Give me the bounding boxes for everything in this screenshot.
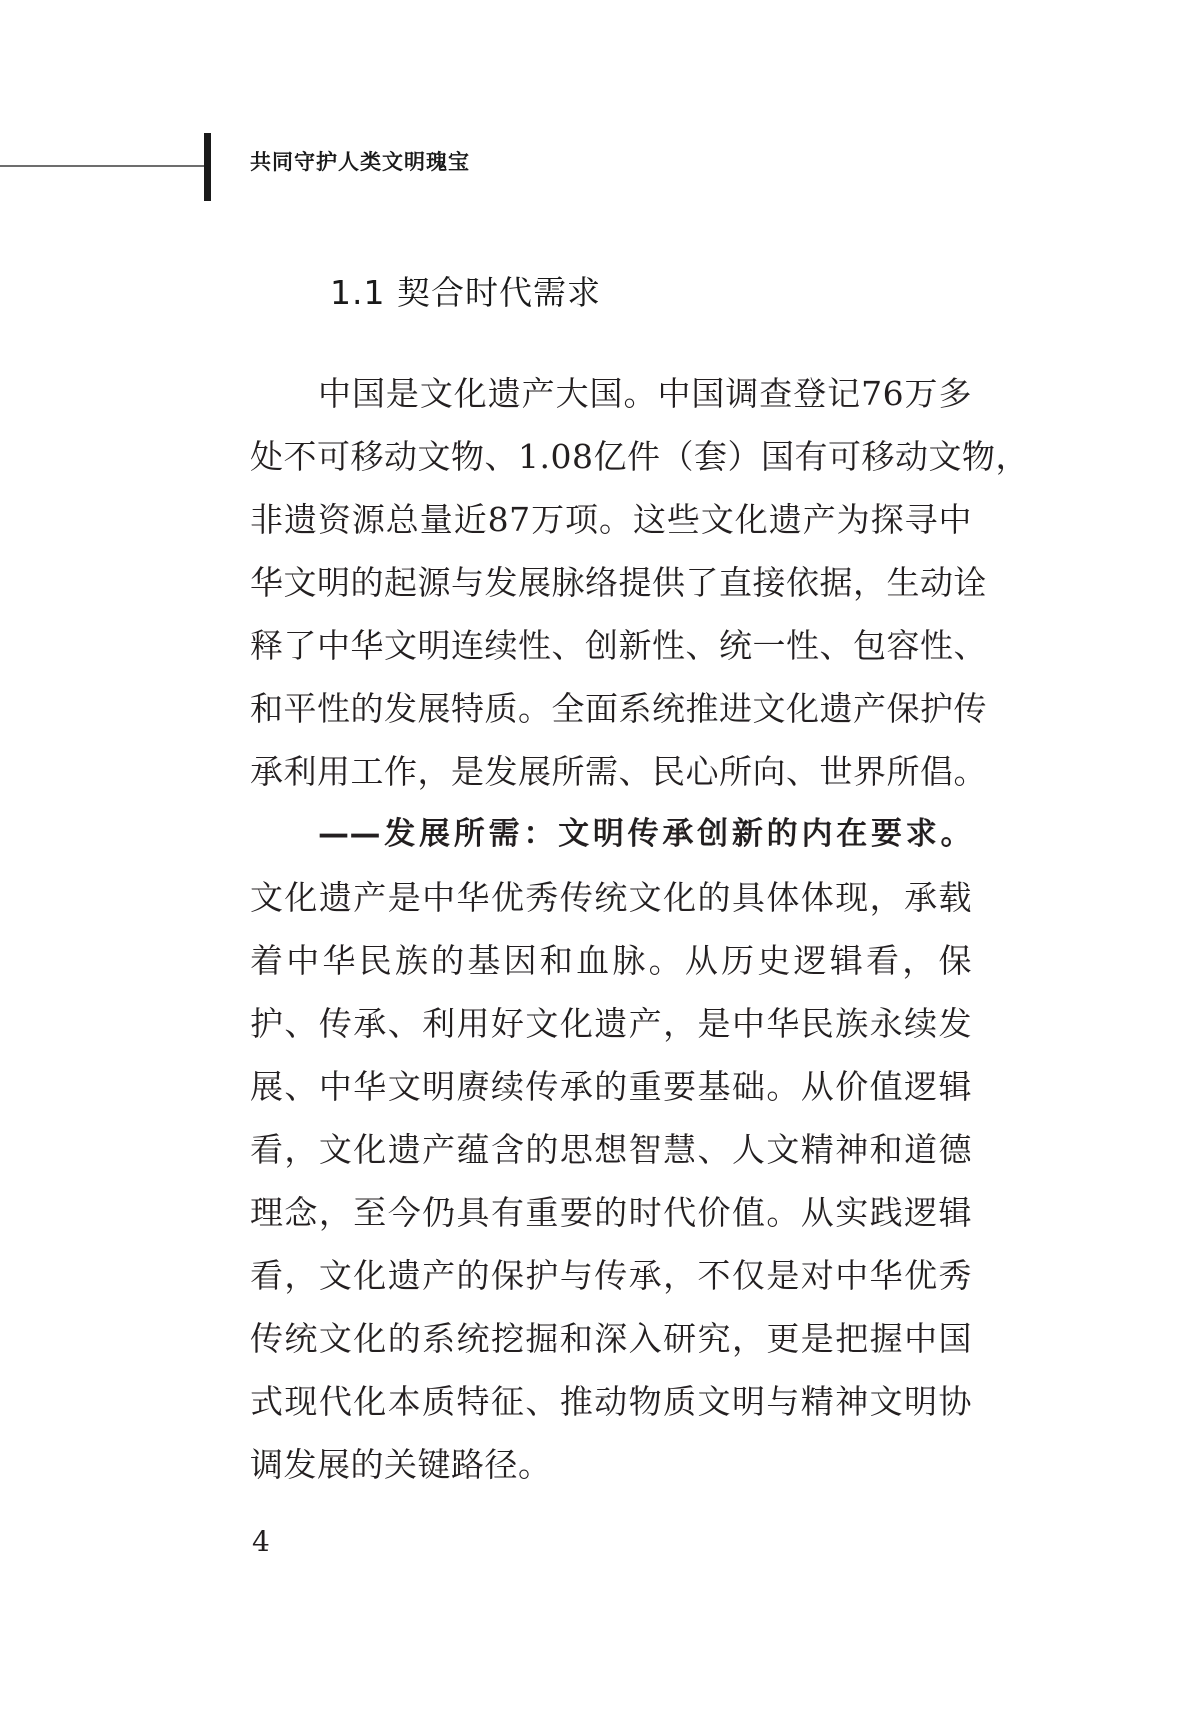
paragraph-line: 调发展的关键路径。 [250,1445,552,1484]
paragraph-line: 式现代化本质特征、推动物质文明与精神文明协 [250,1382,972,1421]
running-head-rule [0,165,205,167]
paragraph-line: 护、传承、利用好文化遗产，是中华民族永续发 [250,1004,972,1043]
paragraph-line: 看，文化遗产蕴含的思想智慧、人文精神和道德 [250,1130,972,1169]
paragraph-line: 中国是文化遗产大国。中国调查登记76万多 [318,374,972,413]
body-text [250,362,1029,1496]
paragraph-line: 文化遗产是中华优秀传统文化的具体体现，承载 [250,878,972,917]
paragraph-line: 承利用工作，是发展所需、民心所向、世界所倡。 [250,752,987,791]
page-number: 4 [252,1525,270,1558]
paragraph-line: 着中华民族的基因和血脉。从历史逻辑看，保 [250,941,972,980]
paragraph-line: 释了中华文明连续性、创新性、统一性、包容性、 [250,626,987,665]
paragraph-line: 传统文化的系统挖掘和深入研究，更是把握中国 [250,1319,972,1358]
paragraph-line: 理念，至今仍具有重要的时代价值。从实践逻辑 [250,1193,972,1232]
paragraph-line: 展、中华文明赓续传承的重要基础。从价值逻辑 [250,1067,972,1106]
subheading-line: ——发展所需：文明传承创新的内在要求。 [318,816,972,852]
section-heading: 1.1 契合时代需求 [330,273,601,312]
running-head-title: 共同守护人类文明瑰宝 [250,150,470,174]
paragraph-line: 和平性的发展特质。全面系统推进文化遗产保护传 [250,689,987,728]
paragraph-line: 非遗资源总量近87万项。这些文化遗产为探寻中 [250,500,972,539]
paragraph-line: 华文明的起源与发展脉络提供了直接依据，生动诠 [250,563,987,602]
running-head-bar [204,133,211,201]
paragraph-line: 处不可移动文物、1.08亿件（套）国有可移动文物， [250,437,1029,476]
paragraph-line: 看，文化遗产的保护与传承，不仅是对中华优秀 [250,1256,972,1295]
